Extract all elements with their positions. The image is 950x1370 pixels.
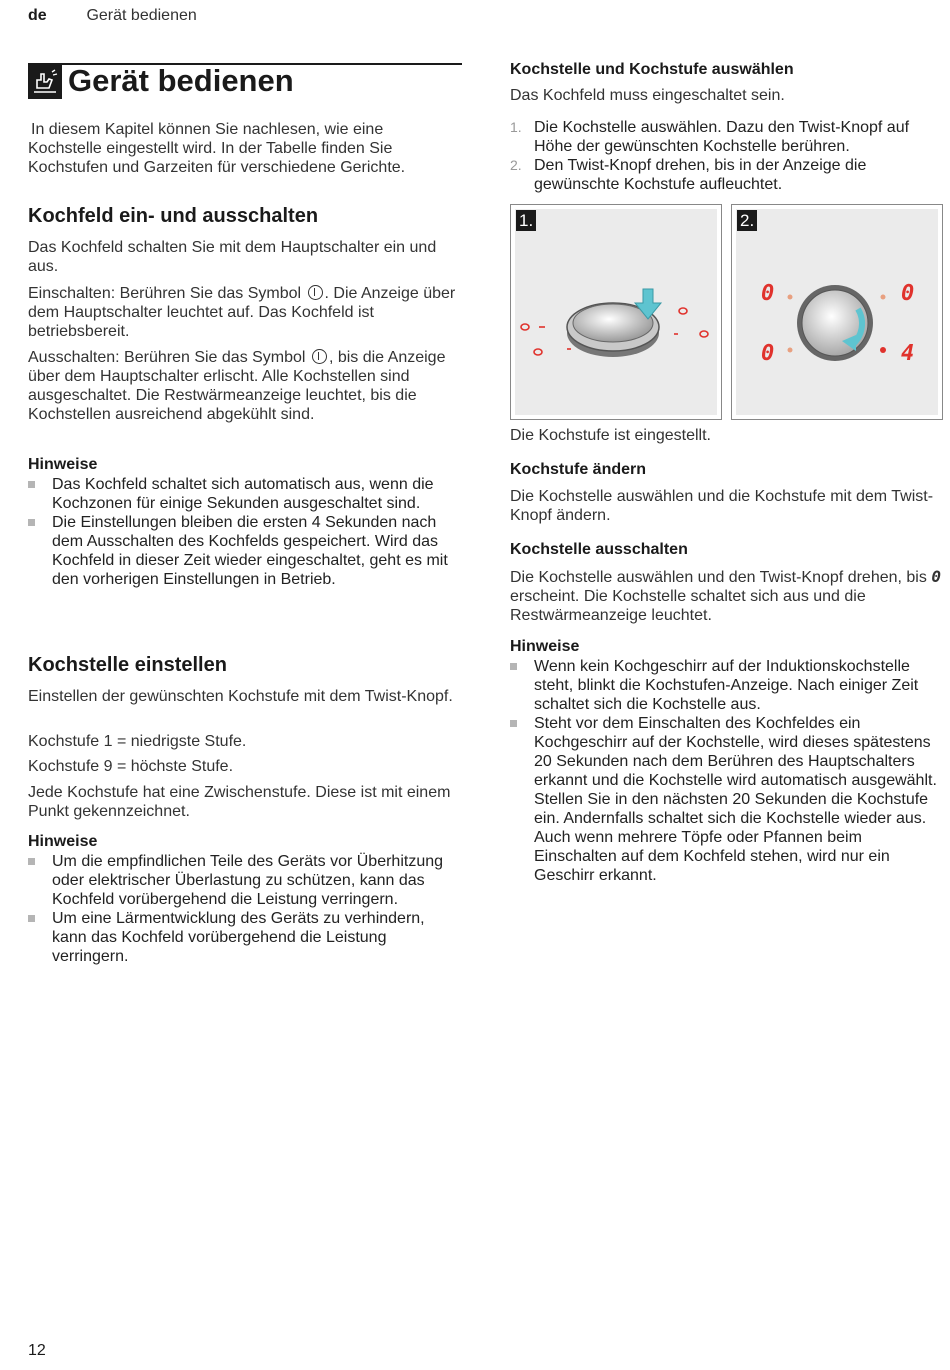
heading-kochstufe-aendern: Kochstufe ändern	[510, 461, 647, 478]
display-digit-top-right: 0	[901, 281, 915, 306]
power-symbol-icon	[312, 349, 327, 364]
sec2-paragraph-2: Kochstufe 1 = niedrigste Stufe.	[28, 733, 247, 750]
display-digit-bottom-right: 4	[901, 341, 915, 366]
note-extra-text: Auch wenn mehrere Töpfe oder Pfannen beim Einschalten auf dem Kochfeld stehen, wird nur ein Geschirr erkannt.	[534, 829, 890, 884]
list-item: Das Kochfeld schaltet sich automatisch aus, wenn die Kochzonen für einige Sekunden ausgeschaltet sind.	[28, 475, 458, 513]
sec1-paragraph-3	[28, 348, 458, 424]
header-section: Gerät bedienen	[86, 7, 197, 24]
ausschalten-text-a: Ausschalten: Berühren Sie das Symbol	[28, 349, 306, 366]
twist-knob-rotate-illustration	[732, 205, 942, 419]
sec2-paragraph-3: Kochstufe 9 = höchste Stufe.	[28, 758, 234, 775]
list-item: Um die empfindlichen Teile des Geräts vor Überhitzung oder elektrischer Überlastung zu schützen, kann das Kochfeld vorübergehend die Leistung verringern.	[28, 852, 458, 909]
hand-operate-icon	[28, 65, 62, 99]
right-notes-list	[510, 657, 942, 885]
page-title: Gerät bedienen	[68, 63, 294, 98]
figure-label: 2.	[737, 210, 757, 231]
step-text: Die Kochstelle auswählen. Dazu den Twist-Knopf auf Höhe der gewünschten Kochstelle berühren.	[534, 119, 910, 155]
notes-heading: Hinweise	[510, 638, 580, 655]
heading-kochfeld-ein-aus: Kochfeld ein- und ausschalten	[28, 205, 319, 227]
display-digit-top-left: 0	[761, 281, 775, 306]
display-digit-bottom-left: 0	[761, 341, 775, 366]
heading-kochstelle-kochstufe-auswaehlen: Kochstelle und Kochstufe auswählen	[510, 61, 794, 78]
list-item: Um eine Lärmentwicklung des Geräts zu verhindern, kann das Kochfeld vorübergehend die Leistung verringern.	[28, 909, 458, 966]
sec2-paragraph-4: Jede Kochstufe hat eine Zwischenstufe. Diese ist mit einem Punkt gekennzeichnet.	[28, 784, 451, 820]
figure-set-level	[731, 204, 943, 420]
running-header	[28, 7, 197, 25]
sec1-notes-list	[28, 475, 458, 589]
heading-kochstelle-ausschalten: Kochstelle ausschalten	[510, 541, 688, 558]
figure-label: 1.	[516, 210, 536, 231]
ausschalten-kochstelle-text-a: Die Kochstelle auswählen und den Twist-Knopf drehen, bis	[510, 569, 927, 586]
figure-select-zone	[510, 204, 722, 420]
step-number: 2.	[510, 157, 522, 173]
einschalten-text-a: Einschalten: Berühren Sie das Symbol	[28, 285, 302, 302]
page-number: 12	[28, 1342, 46, 1359]
note-text: Steht vor dem Einschalten des Kochfeldes ein Kochgeschirr auf der Kochstelle, wird dieses spätestens 20 Sekunden nach dem Berühren des Hauptschalters erkannt und die Kochstelle wird automatisch ausgewählt. Stellen Sie in den nächsten 20 Sekunden die Kochstufe ein. Andernfalls schaltet sich die Kochstelle wieder aus.	[534, 715, 937, 827]
power-symbol-icon	[308, 285, 323, 300]
figure-caption: Die Kochstufe ist eingestellt.	[510, 427, 711, 444]
step-item	[510, 156, 942, 194]
notes-heading: Hinweise	[28, 456, 98, 473]
intro-text: In diesem Kapitel können Sie nachlesen, wie eine Kochstelle eingestellt wird. In der Tabelle finden Sie Kochstufen und Garzeiten für verschiedene Gerichte.	[28, 121, 406, 176]
steps-list	[510, 118, 942, 194]
sec1-paragraph-1: Das Kochfeld schalten Sie mit dem Hauptschalter ein und aus.	[28, 239, 437, 275]
list-item	[510, 714, 942, 885]
heading-kochstelle-einstellen: Kochstelle einstellen	[28, 654, 227, 676]
right-paragraph-2: Die Kochstelle auswählen und die Kochstufe mit dem Twist-Knopf ändern.	[510, 488, 934, 524]
step-number: 1.	[510, 119, 522, 135]
right-paragraph-3	[510, 567, 942, 625]
zero-display-symbol: 0	[931, 567, 941, 586]
ausschalten-text-b: , bis die Anzeige über dem Hauptschalter erlischt. Alle Kochstellen sind ausgeschaltet. Die Restwärmeanzeige leuchtet, bis die Kochstellen ausreichend abgekühlt sind.	[28, 349, 446, 423]
ausschalten-kochstelle-text-b: erscheint. Die Kochstelle schaltet sich aus und die Restwärmeanzeige leuchtet.	[510, 588, 866, 624]
page-title-block	[28, 63, 294, 99]
list-item: Die Einstellungen bleiben die ersten 4 Sekunden nach dem Ausschalten des Kochfelds gespeichert. Wird das Kochfeld in dieser Zeit wieder eingeschaltet, geht es mit den vorherigen Einstellungen in Betrieb.	[28, 513, 458, 589]
step-item	[510, 118, 942, 156]
step-text: Den Twist-Knopf drehen, bis in der Anzeige die gewünschte Kochstufe aufleuchtet.	[534, 157, 867, 193]
notes-heading: Hinweise	[28, 833, 98, 850]
language-tag: de	[28, 7, 47, 24]
sec1-paragraph-2	[28, 284, 458, 341]
sec2-notes-list	[28, 852, 458, 966]
twist-knob-touch-illustration	[511, 205, 721, 419]
right-paragraph-1: Das Kochfeld muss eingeschaltet sein.	[510, 87, 785, 104]
sec2-paragraph-1: Einstellen der gewünschten Kochstufe mit dem Twist-Knopf.	[28, 688, 453, 705]
einschalten-text-b: . Die Anzeige über dem Hauptschalter leuchtet auf. Das Kochfeld ist betriebsbereit.	[28, 285, 456, 340]
list-item: Wenn kein Kochgeschirr auf der Induktionskochstelle steht, blinkt die Kochstufen-Anzeige. Nach einiger Zeit schaltet sich die Kochstelle aus.	[510, 657, 942, 714]
